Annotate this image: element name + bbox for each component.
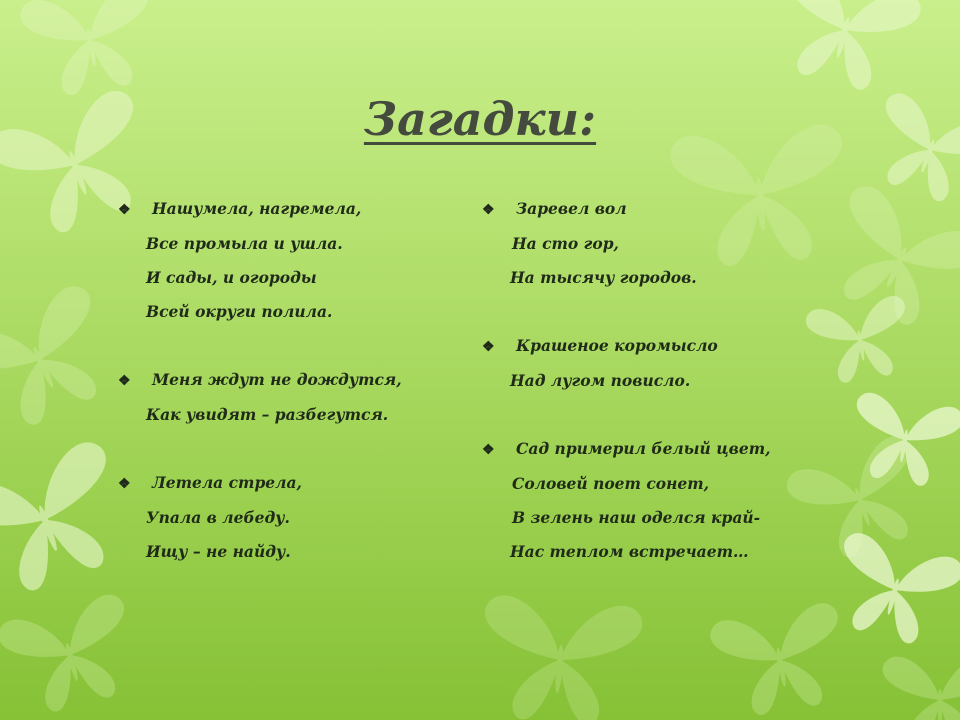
butterfly-icon [476, 594, 644, 720]
riddle-line: Над лугом повисло. [510, 371, 691, 390]
left-riddles-column [118, 192, 458, 603]
riddle-block [482, 432, 812, 569]
riddle-line: Всей округи полила. [146, 302, 333, 321]
butterfly-icon [708, 601, 852, 720]
bullet-icon: ❖ [118, 476, 131, 492]
riddle-line: ❖ Нашумела, нагремела, [118, 192, 458, 227]
butterfly-icon [883, 657, 960, 720]
riddle-line: В зелень наш оделся край- [512, 508, 761, 527]
riddle-block [482, 329, 812, 398]
riddle-block [118, 466, 458, 569]
riddle-line: Упала в лебеду. [146, 508, 290, 527]
riddle-line: Соловей поет сонет, [512, 474, 710, 493]
riddle-block [482, 192, 812, 295]
riddle-line: Как увидят – разбегутся. [146, 405, 389, 424]
riddle-line: Ищу – не найду. [146, 542, 291, 561]
bullet-icon: ❖ [482, 339, 495, 355]
slide-title: Загадки: [363, 92, 597, 146]
riddle-line: На тысячу городов. [510, 268, 697, 287]
riddle-line: ❖ Крашеное коромысло [482, 329, 812, 364]
riddle-block [118, 363, 458, 432]
bullet-icon: ❖ [482, 202, 495, 218]
right-riddles-column [482, 192, 812, 603]
butterfly-icon [0, 591, 146, 720]
bullet-icon: ❖ [118, 202, 131, 218]
bullet-icon: ❖ [482, 442, 495, 458]
riddle-line: ❖ Летела стрела, [118, 466, 458, 501]
riddle-line: Нас теплом встречает… [510, 542, 749, 561]
riddle-line: ❖ Меня ждут не дождутся, [118, 363, 458, 398]
bullet-icon: ❖ [118, 373, 131, 389]
riddle-line: ❖ Сад примерил белый цвет, [482, 432, 812, 467]
butterfly-icon [765, 0, 924, 100]
riddle-block [118, 192, 458, 329]
riddle-line: Все промыла и ушла. [146, 234, 343, 253]
riddle-line: И сады, и огороды [146, 268, 317, 287]
riddle-line: На сто гор, [512, 234, 619, 253]
riddle-line: ❖ Заревел вол [482, 192, 812, 227]
butterfly-icon [0, 281, 129, 442]
butterfly-icon [804, 294, 916, 388]
butterfly-icon [18, 0, 162, 102]
